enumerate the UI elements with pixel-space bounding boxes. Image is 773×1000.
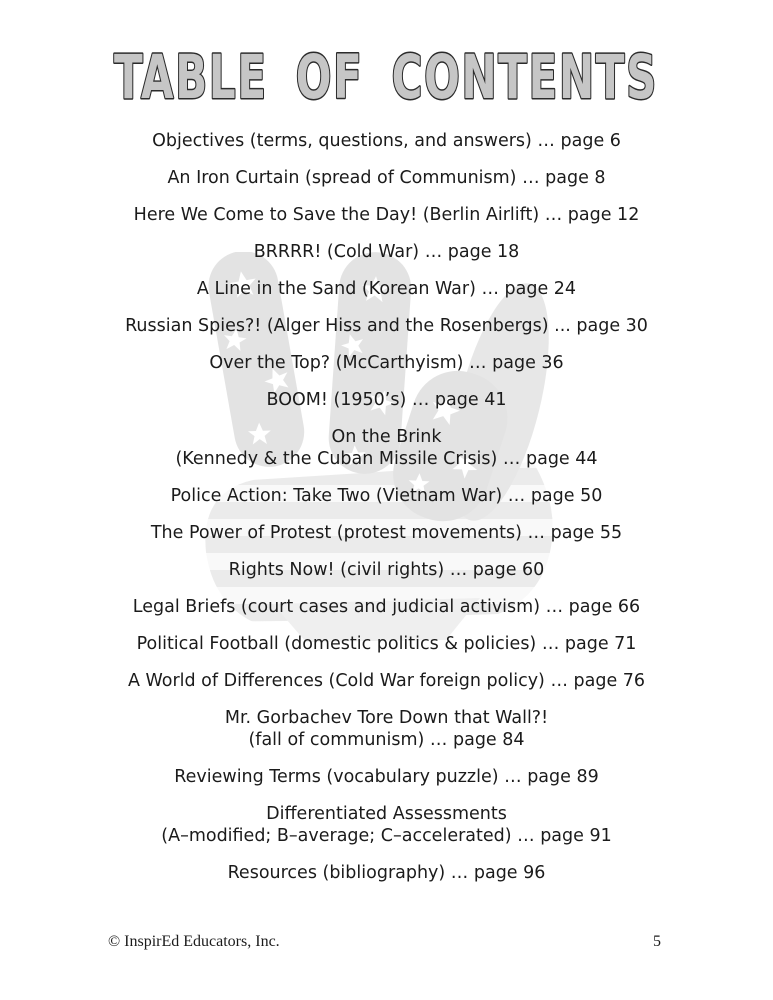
toc-entry [56, 389, 717, 411]
toc-entry-line: Police Action: Take Two (Vietnam War) … page 50 [170, 486, 603, 506]
toc-list [56, 130, 717, 899]
toc-entry [56, 766, 717, 788]
toc-entry-line: The Power of Protest (protest movements) … page 55 [150, 523, 623, 543]
page-title-block [0, 40, 773, 120]
page-number: 5 [653, 933, 661, 950]
toc-entry [56, 803, 717, 847]
toc-entry-line: Reviewing Terms (vocabulary puzzle) … page 89 [174, 767, 599, 787]
toc-entry [56, 633, 717, 655]
toc-entry-line: BRRRR! (Cold War) … page 18 [253, 242, 520, 262]
toc-entry-line: Russian Spies?! (Alger Hiss and the Rosenbergs) ... page 30 [125, 316, 648, 336]
toc-entry-line: Mr. Gorbachev Tore Down that Wall?! [224, 708, 549, 728]
toc-entry-line: (fall of communism) … page 84 [248, 730, 525, 750]
toc-entry [56, 204, 717, 226]
toc-entry-line: A Line in the Sand (Korean War) … page 24 [196, 279, 577, 299]
page-title: TABLE OF CONTENTS [113, 42, 659, 114]
toc-entry-line: On the Brink [331, 427, 442, 447]
page-title-art [0, 40, 773, 120]
toc-entry-line: BOOM! (1950’s) … page 41 [266, 390, 507, 410]
toc-entry [56, 315, 717, 337]
page-footer [108, 933, 661, 951]
toc-entry-line: A World of Differences (Cold War foreign policy) … page 76 [127, 671, 646, 691]
toc-entry-line: Differentiated Assessments [266, 804, 507, 824]
toc-entry-line: (Kennedy & the Cuban Missile Crisis) … page 44 [175, 449, 598, 469]
toc-entry-line: Resources (bibliography) … page 96 [227, 863, 546, 883]
toc-entry [56, 707, 717, 751]
copyright-text: © InspirEd Educators, Inc. [108, 933, 280, 950]
toc-entry [56, 596, 717, 618]
toc-entry-line: Legal Briefs (court cases and judicial activism) … page 66 [132, 597, 641, 617]
toc-entry [56, 426, 717, 470]
toc-entry-line: Rights Now! (civil rights) … page 60 [228, 560, 545, 580]
toc-entry-line: Objectives (terms, questions, and answers) … page 6 [152, 131, 621, 151]
toc-entry-line: (A–modified; B–average; C–accelerated) … page 91 [161, 826, 612, 846]
toc-entry-line: Over the Top? (McCarthyism) … page 36 [209, 353, 564, 373]
toc-entry [56, 559, 717, 581]
toc-entry-line: Here We Come to Save the Day! (Berlin Airlift) … page 12 [133, 205, 640, 225]
toc-entry [56, 522, 717, 544]
toc-entry-line: An Iron Curtain (spread of Communism) … page 8 [167, 168, 606, 188]
toc-entry [56, 862, 717, 884]
toc-entry [56, 485, 717, 507]
toc-entry [56, 167, 717, 189]
toc-entry-line: Political Football (domestic politics & policies) … page 71 [136, 634, 637, 654]
toc-entry [56, 670, 717, 692]
toc-entry [56, 241, 717, 263]
toc-entry [56, 130, 717, 152]
toc-entry [56, 278, 717, 300]
toc-entry [56, 352, 717, 374]
